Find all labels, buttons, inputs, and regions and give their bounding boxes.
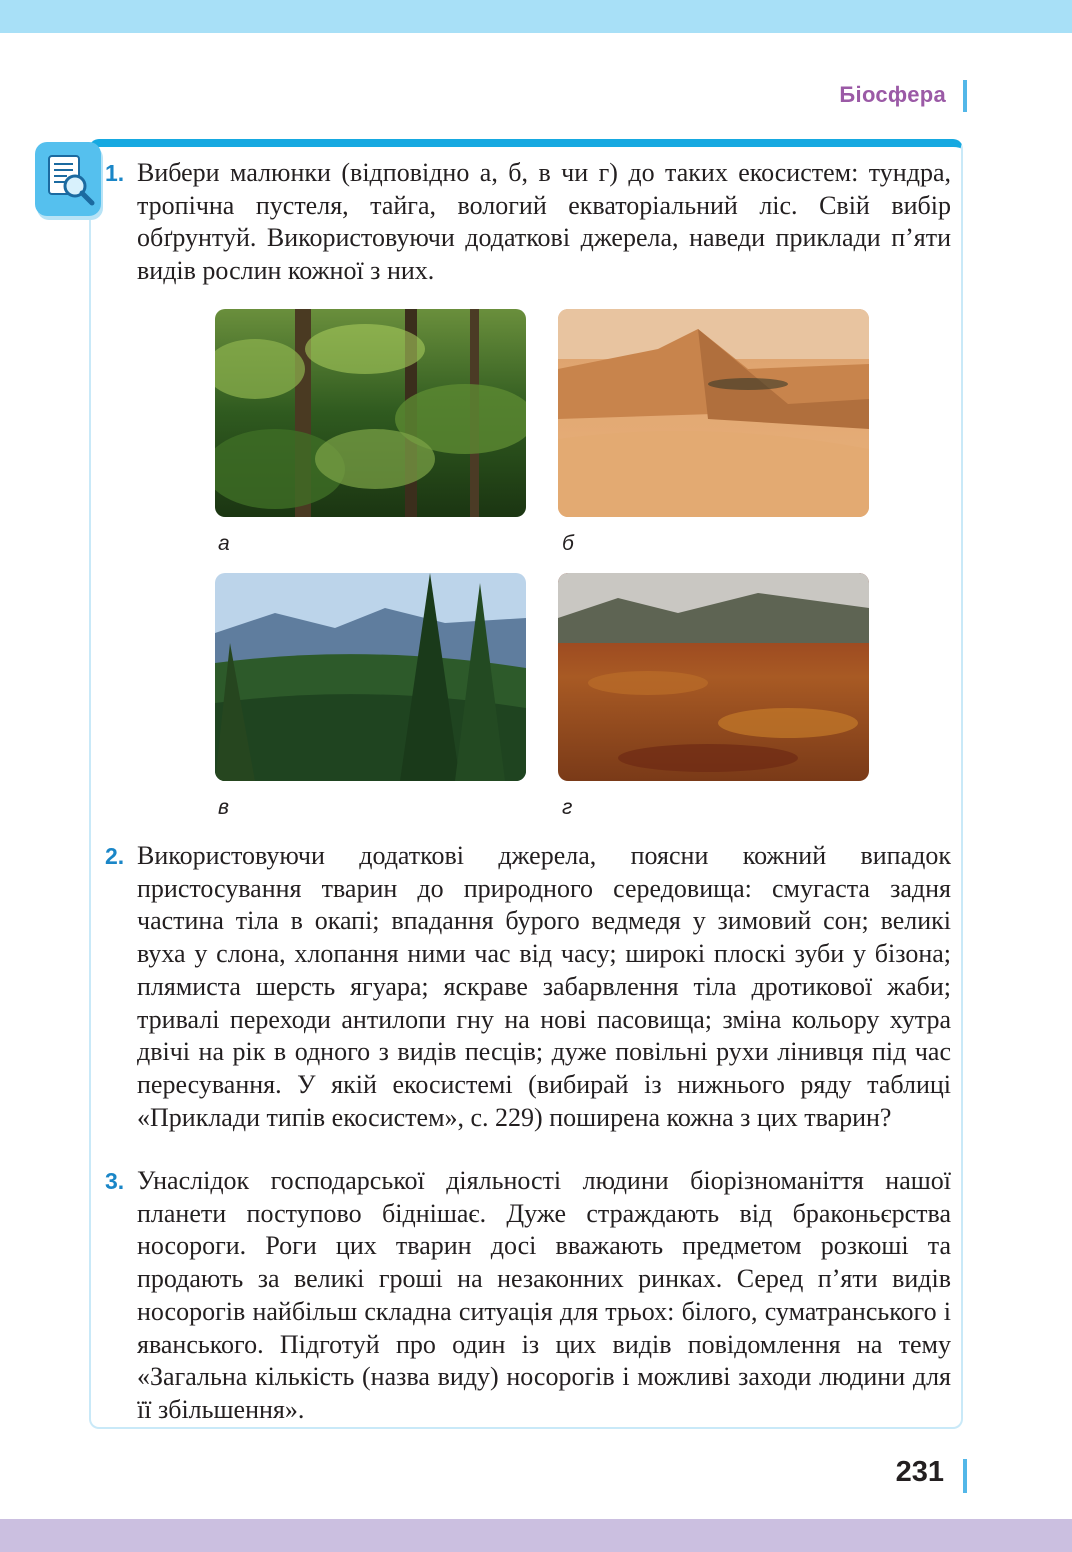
task-1 <box>105 157 951 288</box>
top-color-band <box>0 0 1072 33</box>
task-number: 1. <box>105 160 125 186</box>
desert-photo <box>558 309 869 517</box>
task-number: 3. <box>105 1168 125 1194</box>
task-2 <box>105 840 951 1134</box>
taiga-photo <box>215 573 526 781</box>
tundra-photo <box>558 573 869 781</box>
image-caption: б <box>562 532 574 555</box>
research-icon <box>35 142 101 216</box>
section-title: Біосфера <box>839 82 946 107</box>
rainforest-photo <box>215 309 526 517</box>
task-text: Використовуючи додаткові джерела, поясни кожний випадок пристосування тварин до природного середовища: смугаста задня частина тіла в окапі; впадання бурого ведмедя у зимовий сон; великі вуха у слона, хлопання ними час від часу; широкі плоскі зуби у бізона; плямиста шерсть ягуара; яскраве забарвлення тіла дротикової жаби; тривалі переходи антилопи гну на нові пасовища; зміна кольору хутра двічі на рік в одного з видів песців; дуже повільні рухи лінивця під час пересування. У якій екосистемі (вибирай із нижнього ряду таблиці «Приклади типів екосистем», с. 229) поширена кожна з цих тварин? <box>137 841 951 1132</box>
image-caption: в <box>218 796 229 819</box>
task-text: Унаслідок господарської діяльності людини біорізноманіття нашої планети поступово біднішає. Дуже страждають від браконьєрства носороги. Роги цих тварин досі вважають предметом розкоші та продають за великі гроші на незаконних ринках. Серед п’яти видів носорогів найбільш складна ситуація для трьох: білого, суматранського і яванського. Підготуй про один із цих видів повідомлення на тему «Загальна кількість (назва виду) носорогів і можливі заходи людини для її збільшення». <box>137 1166 951 1424</box>
task-number: 2. <box>105 843 125 869</box>
bottom-color-band <box>0 1519 1072 1552</box>
section-title-marker <box>963 80 967 112</box>
image-caption: а <box>218 532 230 555</box>
task-3 <box>105 1165 951 1427</box>
page-number-marker <box>963 1459 967 1493</box>
task-text: Вибери малюнки (відповідно а, б, в чи г) до таких екосистем: тундра, тропічна пустеля, тайга, вологий екваторіальний ліс. Свій вибір обґрунтуй. Використовуючи додаткові джерела, наведи приклади п’яти видів рослин кожної з них. <box>137 158 951 286</box>
image-caption: г <box>562 796 573 819</box>
page-number: 231 <box>895 1456 944 1488</box>
